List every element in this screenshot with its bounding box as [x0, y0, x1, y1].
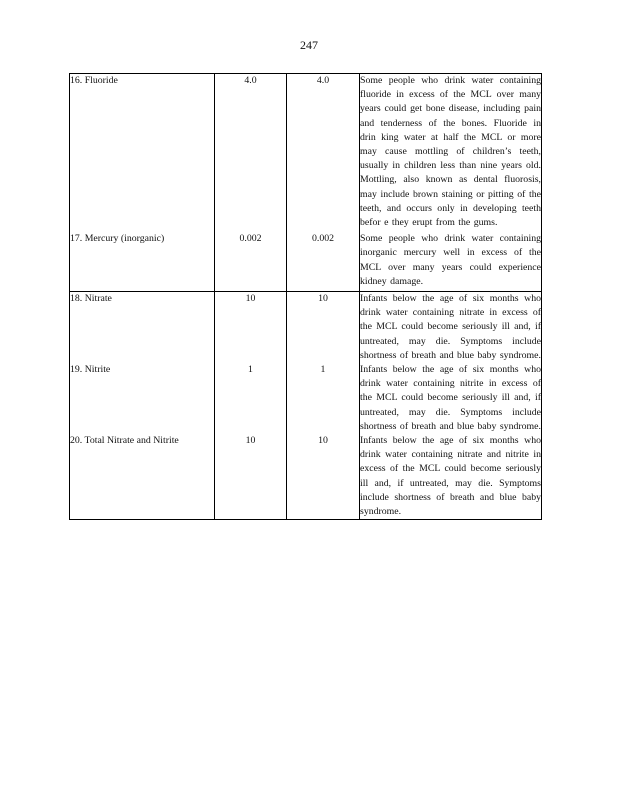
table-row: [70, 230, 542, 291]
health-effects-text: Infants below the age of six months who drink water containing nitrate and nitrite in excess of the MCL could become seriously ill and, if untreated, may die. Symptoms include shortness of breath and blue baby syndrome.: [360, 434, 542, 520]
health-effects-text: Some people who drink water containing inorganic mercury well in excess of the MCL over many years could experience kidney damage.: [360, 230, 542, 291]
table-row: [70, 292, 542, 364]
mclg-value: 0.002: [287, 230, 360, 291]
mcl-value: 10: [215, 292, 287, 364]
page-number: 247: [300, 38, 318, 52]
mcl-value: 4.0: [215, 74, 287, 231]
health-effects-text: Some people who drink water containing fluoride in excess of the MCL over many years could get bone disease, including pain and tenderness of the bones. Fluoride in drin king water at half the MCL or more may cause mottling of children’s teeth, usually in children less than nine years old. Mottling, also known as dental fluorosis, may include brown staining or pitting of the teeth, and occurs only in developing teeth befor e they erupt from the gums.: [360, 74, 542, 231]
mcl-value: 10: [215, 434, 287, 520]
mcl-value: 1: [215, 363, 287, 434]
mclg-value: 10: [287, 292, 360, 364]
mclg-value: 4.0: [287, 74, 360, 231]
table-row: [70, 363, 542, 434]
contaminant-name: 20. Total Nitrate and Nitrite: [70, 434, 215, 520]
contaminant-name: 18. Nitrate: [70, 292, 215, 364]
mcl-value: 0.002: [215, 230, 287, 291]
health-effects-text: Infants below the age of six months who drink water containing nitrate in excess of the MCL could become seriously ill and, if untreated, may die. Symptoms include shortness of breath and blue baby syndrome.: [360, 292, 542, 364]
contaminant-table: [69, 73, 542, 520]
health-effects-text: Infants below the age of six months who drink water containing nitrite in excess of the MCL could become seriously ill and, if untreated, may die. Symptoms include shortness of breath and blue baby syndrome.: [360, 363, 542, 434]
table-row: [70, 74, 542, 231]
table-row: [70, 434, 542, 520]
contaminant-name: 17. Mercury (inorganic): [70, 230, 215, 291]
mclg-value: 1: [287, 363, 360, 434]
contaminant-name: 16. Fluoride: [70, 74, 215, 231]
mclg-value: 10: [287, 434, 360, 520]
contaminant-name: 19. Nitrite: [70, 363, 215, 434]
